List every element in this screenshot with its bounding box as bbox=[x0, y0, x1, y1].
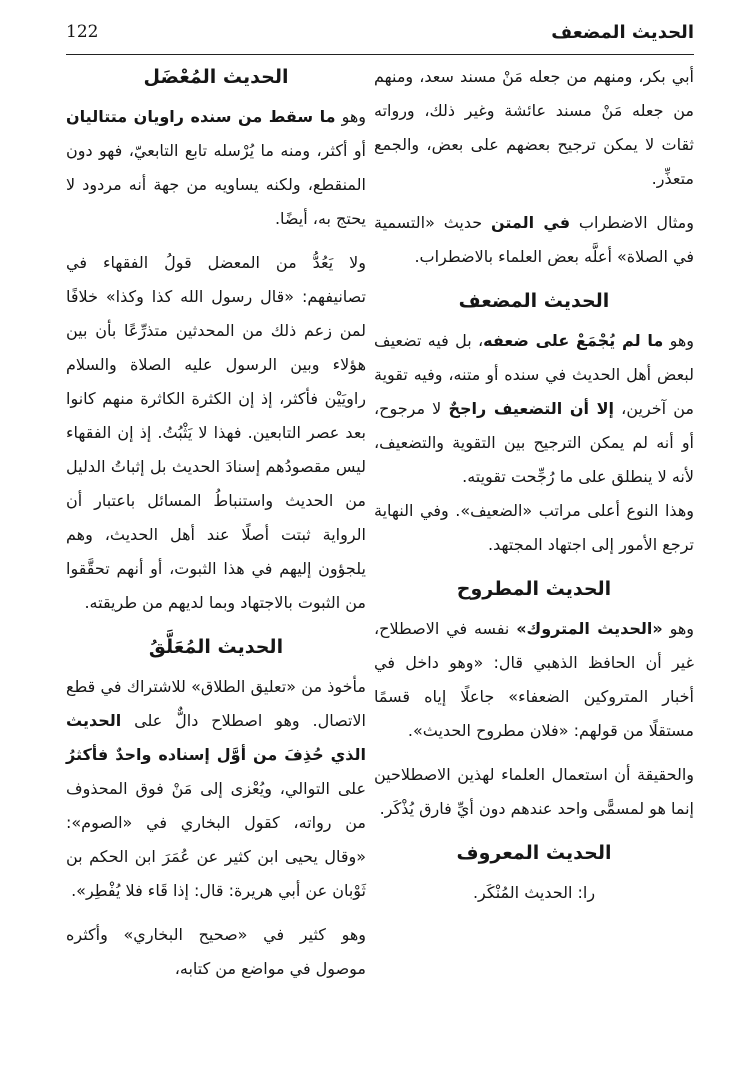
section-heading-mudaaf: الحديث المضعف bbox=[458, 290, 610, 312]
text-run: مأخوذ من «تعليق الطلاق» للاشتراك في قطع الاتصال. وهو اصطلاح دالٌّ على bbox=[66, 677, 366, 730]
page-header bbox=[66, 22, 694, 52]
text-run: أو أكثر، ومنه ما يُرْسله تابع التابعيّ، فهو دون المنقطع، ولكنه يساويه من جهة أنه مردود لا يحتج به، أيضًا. bbox=[66, 141, 366, 228]
section-heading-muadal: الحديث المُعْضَل bbox=[143, 66, 289, 88]
text-run: وهو bbox=[335, 107, 366, 126]
bold-run: ما سقط من سنده راويان متتاليان bbox=[66, 107, 336, 126]
text-run: ومثال الاضطراب bbox=[570, 213, 694, 232]
section-heading-matruh: الحديث المطروح bbox=[456, 578, 612, 600]
text-run: وهو bbox=[663, 331, 695, 350]
running-title: الحديث المضعف bbox=[551, 22, 694, 43]
paragraph bbox=[374, 206, 694, 274]
paragraph bbox=[66, 670, 366, 908]
paragraph bbox=[374, 612, 694, 748]
text-run: ، بل فيه تضعيف لبعض أهل الحديث في سنده أو متنه، وفيه تقوية من آخرين، bbox=[374, 331, 694, 418]
paragraph: وهذا النوع أعلى مراتب «الضعيف». وفي النهاية ترجع الأمور إلى اجتهاد المجتهد. bbox=[374, 501, 694, 554]
left-column bbox=[66, 60, 366, 996]
paragraph: وهو كثير في «صحيح البخاري» وأكثره موصول في مواضع من كتابه، bbox=[66, 925, 366, 978]
text-run: نفسه في الاصطلاح، غير أن الحافظ الذهبي قال: «وهو داخل في أخبار المتروكين الضعفاء» جاعلًا إياه قسمًا مستقلًا من قولهم: «فلان مطروح الحديث». bbox=[374, 619, 694, 740]
bold-run: في المتن bbox=[490, 213, 571, 232]
text-run: على التوالي، ويُعْزى إلى مَنْ فوق المحذوف من رواته، كقول البخاري في «الصوم»: «وقال يحيى ابن كثير عن عُمَرَ ابن الحكم بن ثَوْبان عن أبي هريرة: قال: إذا قَاء فلا يُفْطِر». bbox=[66, 779, 366, 900]
section-heading-muallaq: الحديث المُعَلَّقُ bbox=[148, 636, 284, 658]
bold-run: إلا أن التضعيف راجحٌ bbox=[448, 399, 615, 418]
paragraph bbox=[374, 324, 694, 494]
bold-run: الحديث الذي حُذِفَ من أوَّل إسناده واحدٌ فأكثرُ bbox=[66, 711, 366, 764]
paragraph bbox=[66, 100, 366, 236]
right-column bbox=[374, 60, 694, 920]
paragraph: را: الحديث المُنْكَر. bbox=[472, 883, 596, 902]
header-rule bbox=[66, 54, 694, 55]
paragraph: أبي بكر، ومنهم من جعله مَنْ مسند سعد، ومنهم من جعله مَنْ مسند عائشة وغير ذلك، ورواته ثقات لا يمكن ترجيح بعضهم على بعض، والجمع متعذِّر. bbox=[374, 67, 694, 188]
section-heading-maruf: الحديث المعروف bbox=[456, 842, 612, 864]
paragraph: ولا يَعُدُّ من المعضل قولُ الفقهاء في تصانيفهم: «قال رسول الله كذا وكذا» خلافًا لمن زعم ذلك من المحدثين متذرِّعًا بأن بين هؤلاء وبين الرسول عليه الصلاة والسلام راويَيْن فأكثر، إذ إن الكثرة الكاثرة منهم كانوا بعد عصر التابعين. فهذا لا يَثْبُتُ. إذ إن الفقهاء ليس مقصودُهم إسنادَ الحديث بل إثباتُ الدليل من الحديث واستنباطُ المسائل باعتبار أن الرواية ثبتت أصلًا عند أهل الحديث، وهم يلجؤون إليهم في هذا الثبوت، أو أنهم تحقَّقوا من الثبوت بالاجتهاد وبما لديهم من طريقته. bbox=[66, 253, 366, 612]
bold-run: «الحديث المتروك» bbox=[516, 619, 663, 638]
page-number: 122 bbox=[66, 22, 99, 42]
text-run: لا مرجوح، أو أنه لم يمكن الترجيح بين التقوية والتضعيف، لأنه لا ينطلق على ما رُجِّحت تقويته. bbox=[374, 399, 694, 486]
bold-run: ما لم يُجْمَعْ على ضعفه bbox=[483, 331, 664, 350]
text-run: وهو bbox=[662, 619, 694, 638]
text-run: حديث «التسمية في الصلاة» أعلَّه بعض العلماء بالاضطراب. bbox=[374, 213, 694, 266]
paragraph: والحقيقة أن استعمال العلماء لهذين الاصطلاحين إنما هو لمسمًّى واحد عندهم دون أيِّ فارق يُذْكَر. bbox=[374, 765, 694, 818]
